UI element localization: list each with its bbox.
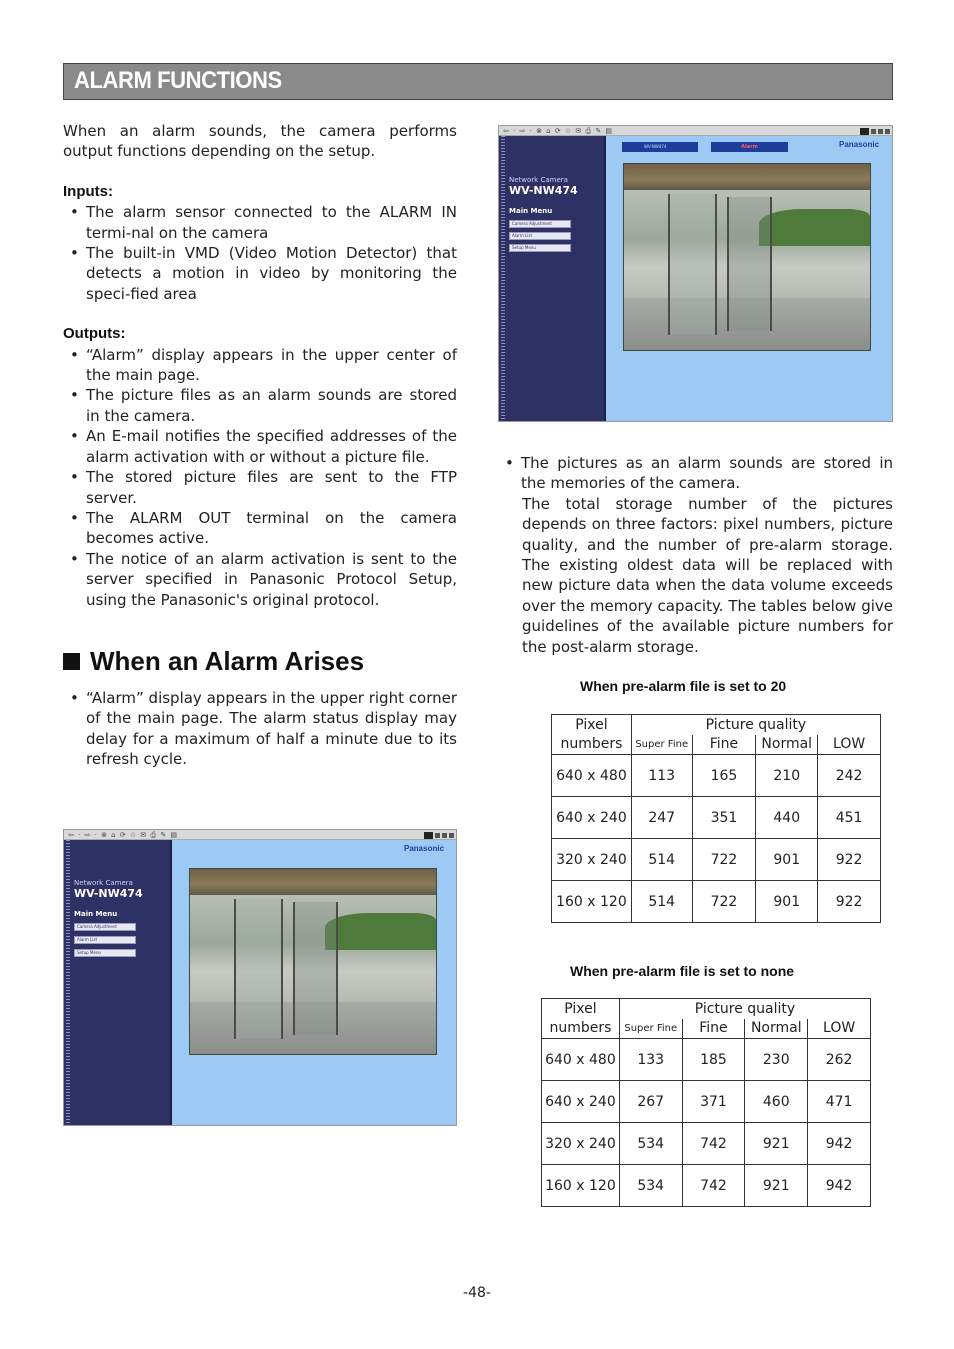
network-camera-label: Network Camera [74,879,133,887]
value-cell: 722 [692,839,756,881]
table-row [542,1123,871,1165]
list-item: • The stored picture files are sent to the FTP server. [63,467,457,508]
alarm-indicator[interactable]: Alarm [711,142,788,152]
camera-adjustment-button[interactable]: Camera Adjustment [509,220,571,228]
value-cell: 942 [808,1165,871,1207]
setup-menu-button[interactable]: Setup Menu [74,949,136,957]
list-item: • “Alarm” display appears in the upper center of the main page. [63,345,457,386]
value-cell: 534 [619,1165,682,1207]
value-cell: 722 [692,881,756,923]
setup-menu-button[interactable]: Setup Menu [509,244,571,252]
col-header-low: LOW [818,735,881,755]
table-row [552,881,881,923]
value-cell: 942 [808,1123,871,1165]
value-cell: 460 [745,1081,808,1123]
col-header-normal: Normal [756,735,818,755]
section-heading-text: When an Alarm Arises [90,646,365,676]
panasonic-logo: Panasonic [839,140,880,149]
storage-paragraph: The total storage number of the pictures depends on three factors: pixel numbers, picture quality, and the number of pre-alarm storage. The existing oldest data will be replaced with new picture data when the data volume exceeds over the memory capacity. The tables below give guidelines of the available picture numbers for the post-alarm storage. [522,494,893,656]
pixel-cell: 640 x 480 [542,1039,620,1081]
browser-toolbar [64,830,456,840]
value-cell: 742 [682,1123,745,1165]
alarm-list-button[interactable]: Alarm List [509,232,571,240]
value-cell: 440 [756,797,818,839]
col-header-fine: Fine [692,735,756,755]
table-row [552,839,881,881]
page-number: -48- [463,1285,491,1301]
camera-screenshot-normal [63,829,457,1126]
page-title-bar [63,63,893,100]
value-cell: 921 [745,1123,808,1165]
pixel-numbers-header: Pixel numbers [552,715,632,755]
list-item: • The notice of an alarm activation is sent to the server specified in Panasonic Protocol Setup, using the Panasonic's original protocol. [63,549,457,610]
value-cell: 451 [818,797,881,839]
camera-screenshot-alarm [498,125,893,422]
table2-caption: When pre-alarm file is set to none [570,963,795,979]
value-cell: 922 [818,881,881,923]
value-cell: 514 [631,881,692,923]
inputs-heading: Inputs: [63,182,113,200]
value-cell: 133 [619,1039,682,1081]
camera-adjustment-button[interactable]: Camera Adjustment [74,923,136,931]
col-header-normal: Normal [745,1019,808,1039]
value-cell: 514 [631,839,692,881]
value-cell: 267 [619,1081,682,1123]
list-item: • “Alarm” display appears in the upper right corner of the main page. The alarm status display may delay for a maximum of half a minute due to its refresh cycle. [63,688,457,770]
sidebar-dots [66,840,70,1125]
value-cell: 242 [818,755,881,797]
value-cell: 901 [756,839,818,881]
main-menu-label: Main Menu [74,910,118,918]
value-cell: 185 [682,1039,745,1081]
status-bar: WV-NW474 [622,142,698,152]
table-row [542,1165,871,1207]
list-item: • The pictures as an alarm sounds are stored in the memories of the camera. [498,453,893,494]
intro-paragraph: When an alarm sounds, the camera performs output functions depending on the setup. [63,122,457,161]
col-header-super-fine: Super Fine [631,735,692,755]
list-item: • The alarm sensor connected to the ALARM IN termi-nal on the camera [63,202,457,243]
value-cell: 471 [808,1081,871,1123]
value-cell: 901 [756,881,818,923]
pixel-cell: 320 x 240 [542,1123,620,1165]
page-title: ALARM FUNCTIONS [74,67,282,94]
outputs-list [63,345,457,610]
col-header-super-fine: Super Fine [619,1019,682,1039]
pixel-numbers-header: Pixel numbers [542,999,620,1039]
col-header-low: LOW [808,1019,871,1039]
network-camera-label: Network Camera [509,176,568,184]
list-item: • An E-mail notifies the specified addresses of the alarm activation with or without a picture file. [63,426,457,467]
list-item: • The picture files as an alarm sounds are stored in the camera. [63,385,457,426]
toolbar-icons: ⇦ · ⇨ · ⊗ ⌂ ⟳ ☆ ✉ ⎙ ✎ ▤ [503,127,614,135]
window-controls [860,127,890,135]
main-menu-label: Main Menu [509,207,553,215]
value-cell: 534 [619,1123,682,1165]
value-cell: 113 [631,755,692,797]
picture-quality-header: Picture quality [619,999,870,1019]
table-row [542,1039,871,1081]
model-label: WV-NW474 [74,887,143,900]
table-row [552,797,881,839]
camera-image [189,868,437,1055]
outputs-heading: Outputs: [63,325,126,343]
table1-caption: When pre-alarm file is set to 20 [580,678,787,694]
storage-table-pre20 [551,714,881,923]
list-item: • The ALARM OUT terminal on the camera becomes active. [63,508,457,549]
pixel-cell: 160 x 120 [552,881,632,923]
model-label: WV-NW474 [509,184,578,197]
alarm-arises-text [63,688,457,770]
pixel-cell: 640 x 480 [552,755,632,797]
table-row [542,1081,871,1123]
value-cell: 230 [745,1039,808,1081]
value-cell: 262 [808,1039,871,1081]
value-cell: 742 [682,1165,745,1207]
alarm-list-button[interactable]: Alarm List [74,936,136,944]
toolbar-icons: ⇦ · ⇨ · ⊗ ⌂ ⟳ ☆ ✉ ⎙ ✎ ▤ [68,831,179,839]
section-heading [63,646,457,677]
value-cell: 247 [631,797,692,839]
camera-image [623,163,871,351]
picture-quality-header: Picture quality [631,715,880,735]
pixel-cell: 160 x 120 [542,1165,620,1207]
value-cell: 371 [682,1081,745,1123]
panasonic-logo: Panasonic [404,844,445,853]
col-header-fine: Fine [682,1019,745,1039]
window-controls [424,831,454,839]
browser-toolbar [499,126,892,136]
left-column [63,121,457,610]
list-item: • The built-in VMD (Video Motion Detector) that detects a motion in video by monitoring the speci-fied area [63,243,457,304]
value-cell: 351 [692,797,756,839]
pixel-cell: 640 x 240 [542,1081,620,1123]
sidebar-dots [501,136,505,421]
value-cell: 210 [756,755,818,797]
value-cell: 922 [818,839,881,881]
inputs-list [63,202,457,304]
pixel-cell: 640 x 240 [552,797,632,839]
pixel-cell: 320 x 240 [552,839,632,881]
value-cell: 165 [692,755,756,797]
value-cell: 921 [745,1165,808,1207]
table-row [552,755,881,797]
storage-table-prenone [541,998,871,1207]
square-bullet-icon [63,653,80,670]
storage-description [498,453,893,657]
